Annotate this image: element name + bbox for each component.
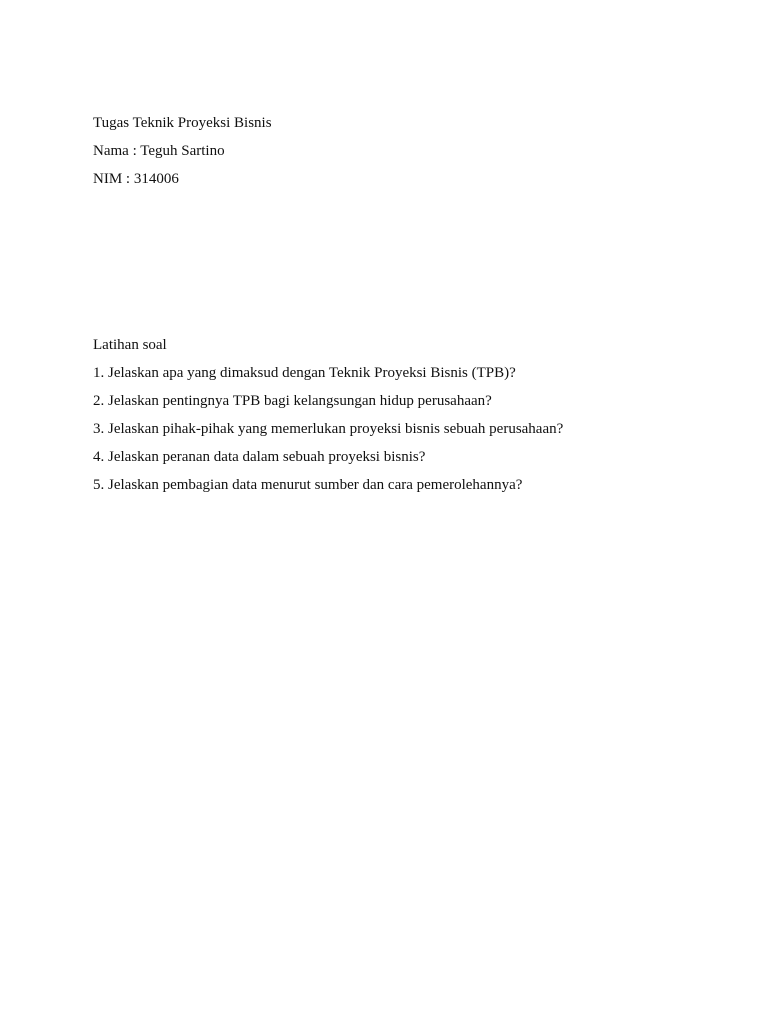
- question-list: [93, 364, 733, 495]
- question-item: 4. Jelaskan peranan data dalam sebuah proyeksi bisnis?: [93, 449, 426, 465]
- student-name: Nama : Teguh Sartino: [93, 143, 225, 159]
- question-item: 1. Jelaskan apa yang dimaksud dengan Teknik Proyeksi Bisnis (TPB)?: [93, 365, 516, 381]
- assignment-title: Tugas Teknik Proyeksi Bisnis: [93, 115, 272, 131]
- question-item: 2. Jelaskan pentingnya TPB bagi kelangsungan hidup perusahaan?: [93, 393, 492, 409]
- question-item: 5. Jelaskan pembagian data menurut sumber dan cara pemerolehannya?: [93, 477, 523, 493]
- question-item: 3. Jelaskan pihak-pihak yang memerlukan proyeksi bisnis sebuah perusahaan?: [93, 421, 564, 437]
- exercise-section: [93, 336, 733, 504]
- exercise-heading: Latihan soal: [93, 337, 167, 353]
- document-header: [93, 114, 733, 198]
- student-nim: NIM : 314006: [93, 171, 179, 187]
